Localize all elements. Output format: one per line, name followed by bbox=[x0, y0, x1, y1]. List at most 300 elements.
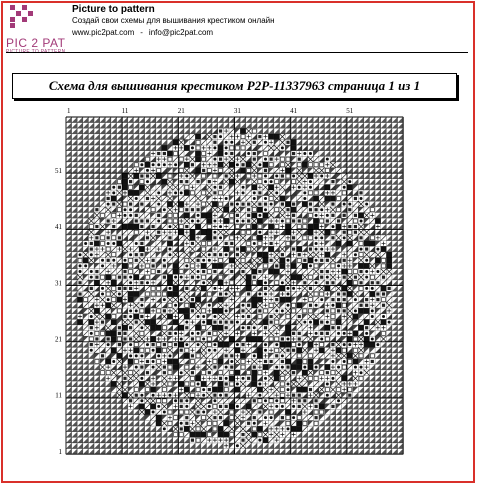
stitch-symbol bbox=[157, 152, 160, 155]
stitch-symbol bbox=[326, 382, 329, 385]
stitch-symbol bbox=[201, 229, 207, 235]
stitch-symbol bbox=[140, 326, 143, 329]
stitch-symbol bbox=[152, 259, 155, 262]
stitch-symbol bbox=[112, 225, 115, 228]
stitch-symbol bbox=[163, 264, 166, 267]
stitch-symbol bbox=[191, 208, 194, 211]
stitch-symbol bbox=[128, 297, 134, 303]
x-tick-label: 21 bbox=[177, 107, 185, 115]
stitch-symbol bbox=[291, 139, 297, 145]
stitch-symbol bbox=[208, 349, 211, 352]
stitch-symbol bbox=[353, 331, 359, 337]
stitch-symbol bbox=[225, 293, 228, 296]
stitch-symbol bbox=[107, 343, 110, 346]
stitch-symbol bbox=[337, 326, 340, 329]
stitch-symbol bbox=[241, 270, 244, 273]
stitch-symbol bbox=[129, 203, 132, 206]
stitch-symbol bbox=[292, 203, 295, 206]
stitch-symbol bbox=[253, 141, 256, 144]
stitch-symbol bbox=[163, 208, 166, 211]
stitch-symbol bbox=[247, 326, 250, 329]
stitch-symbol bbox=[331, 343, 334, 346]
stitch-symbol bbox=[257, 252, 263, 258]
stitch-symbol bbox=[152, 360, 155, 363]
stitch-symbol bbox=[302, 370, 308, 376]
stitch-symbol bbox=[202, 411, 205, 414]
stitch-symbol bbox=[213, 158, 216, 161]
stitch-symbol bbox=[337, 264, 340, 267]
contact-separator: - bbox=[140, 28, 143, 37]
stitch-symbol bbox=[223, 246, 229, 252]
stitch-symbol bbox=[264, 281, 267, 284]
stitch-symbol bbox=[208, 388, 211, 391]
stitch-symbol bbox=[365, 276, 368, 279]
stitch-symbol bbox=[263, 252, 269, 258]
stitch-symbol bbox=[359, 281, 362, 284]
stitch-symbol bbox=[184, 314, 190, 320]
stitch-symbol bbox=[314, 405, 317, 408]
stitch-symbol bbox=[95, 225, 98, 228]
stitch-symbol bbox=[157, 231, 160, 234]
stitch-symbol bbox=[180, 180, 183, 183]
stitch-symbol bbox=[146, 236, 149, 239]
stitch-symbol bbox=[364, 308, 370, 314]
stitch-symbol bbox=[331, 236, 334, 239]
stitch-symbol bbox=[253, 197, 256, 200]
stitch-symbol bbox=[281, 281, 284, 284]
stitch-symbol bbox=[191, 163, 194, 166]
stitch-symbol bbox=[225, 405, 228, 408]
grid-lines bbox=[66, 117, 403, 454]
stitch-symbol bbox=[190, 302, 196, 308]
stitch-symbol bbox=[258, 439, 261, 442]
stitch-symbol bbox=[253, 276, 256, 279]
stitch-symbol bbox=[242, 219, 245, 222]
stitch-symbol bbox=[241, 203, 244, 206]
stitch-symbol bbox=[275, 175, 278, 178]
stitch-symbol bbox=[257, 207, 263, 213]
stitch-symbol bbox=[122, 179, 128, 185]
stitch-symbol bbox=[347, 241, 353, 247]
stitch-symbol bbox=[167, 241, 173, 247]
stitch-symbol bbox=[325, 184, 331, 190]
stitch-symbol bbox=[376, 343, 379, 346]
stitch-symbol bbox=[185, 326, 188, 329]
stitch-symbol bbox=[235, 347, 241, 353]
stitch-symbol bbox=[225, 354, 228, 357]
stitch-symbol bbox=[128, 291, 134, 297]
stitch-symbol bbox=[185, 321, 188, 324]
stitch-symbol bbox=[358, 308, 364, 314]
y-tick-label: 1 bbox=[58, 447, 62, 456]
stitch-symbol bbox=[264, 175, 267, 178]
stitch-symbol bbox=[354, 197, 357, 200]
stitch-symbol bbox=[157, 214, 160, 217]
stitch-symbol bbox=[343, 276, 346, 279]
stitch-symbol bbox=[365, 326, 368, 329]
stitch-symbol bbox=[201, 432, 207, 438]
stitch-symbol bbox=[213, 186, 216, 189]
stitch-symbol bbox=[354, 231, 357, 234]
stitch-symbol bbox=[152, 366, 155, 369]
stitch-symbol bbox=[315, 242, 318, 245]
stitch-symbol bbox=[241, 309, 244, 312]
stitch-symbol bbox=[236, 343, 239, 346]
stitch-symbol bbox=[229, 258, 235, 264]
stitch-symbol bbox=[314, 416, 317, 419]
stitch-symbol bbox=[225, 309, 228, 312]
stitch-symbol bbox=[184, 353, 190, 359]
stitch-symbol bbox=[302, 162, 308, 168]
stitch-symbol bbox=[292, 152, 295, 155]
stitch-symbol bbox=[163, 276, 166, 279]
email-link[interactable]: info@pic2pat.com bbox=[148, 28, 214, 37]
stitch-symbol bbox=[240, 168, 246, 174]
stitch-symbol bbox=[202, 394, 205, 397]
stitch-symbol bbox=[167, 280, 173, 286]
stitch-symbol bbox=[257, 235, 263, 241]
stitch-symbol bbox=[201, 381, 207, 387]
stitch-symbol bbox=[112, 242, 115, 245]
stitch-symbol bbox=[230, 242, 233, 245]
stitch-symbol bbox=[347, 291, 353, 297]
stitch-symbol bbox=[292, 394, 295, 397]
stitch-symbol bbox=[167, 201, 173, 207]
stitch-symbol bbox=[251, 213, 257, 219]
stitch-symbol bbox=[230, 141, 233, 144]
stitch-symbol bbox=[191, 219, 194, 222]
stitch-symbol bbox=[388, 287, 391, 290]
stitch-symbol bbox=[286, 293, 289, 296]
stitch-symbol bbox=[212, 308, 218, 314]
stitch-symbol bbox=[111, 331, 117, 337]
x-tick-label: 11 bbox=[121, 107, 129, 115]
stitch-symbol bbox=[129, 287, 132, 290]
stitch-symbol bbox=[358, 325, 364, 331]
stitch-symbol bbox=[150, 319, 156, 325]
stitch-symbol bbox=[230, 152, 233, 155]
stitch-symbol bbox=[286, 382, 289, 385]
stitch-symbol bbox=[268, 134, 274, 140]
stitch-symbol bbox=[336, 224, 342, 230]
stitch-symbol bbox=[111, 381, 117, 387]
stitch-symbol bbox=[309, 321, 312, 324]
stitch-symbol bbox=[105, 314, 111, 320]
stitch-symbol bbox=[280, 258, 286, 264]
stitch-symbol bbox=[162, 179, 168, 185]
stitch-symbol bbox=[251, 224, 257, 230]
stitch-symbol bbox=[364, 336, 370, 342]
stitch-symbol bbox=[195, 432, 201, 438]
stitch-symbol bbox=[280, 297, 286, 303]
stitch-symbol bbox=[336, 319, 342, 325]
stitch-symbol bbox=[212, 387, 218, 393]
stitch-symbol bbox=[253, 191, 256, 194]
stitch-symbol bbox=[101, 321, 104, 324]
stitch-symbol bbox=[123, 337, 126, 340]
stitch-symbol bbox=[270, 321, 273, 324]
stitch-symbol bbox=[257, 336, 263, 342]
stitch-symbol bbox=[219, 394, 222, 397]
stitch-symbol bbox=[140, 304, 143, 307]
stitch-symbol bbox=[386, 263, 392, 269]
stitch-symbol bbox=[133, 347, 139, 353]
stitch-symbol bbox=[286, 287, 289, 290]
stitch-symbol bbox=[185, 399, 188, 402]
stitch-symbol bbox=[281, 174, 284, 177]
stitch-symbol bbox=[145, 409, 151, 415]
stitch-symbol bbox=[213, 343, 216, 346]
stitch-symbol bbox=[185, 208, 188, 211]
stitch-symbol bbox=[219, 292, 222, 295]
stitch-symbol bbox=[202, 259, 205, 262]
y-tick-label: 31 bbox=[55, 279, 62, 288]
stitch-symbol bbox=[320, 321, 323, 324]
stitch-symbol bbox=[253, 326, 256, 329]
stitch-symbol bbox=[376, 298, 379, 301]
stitch-symbol bbox=[274, 134, 280, 140]
stitch-symbol bbox=[308, 173, 314, 179]
stitch-symbol bbox=[90, 349, 93, 352]
stitch-symbol bbox=[364, 241, 370, 247]
stitch-symbol bbox=[257, 297, 263, 303]
stitch-symbol bbox=[218, 308, 224, 314]
stitch-symbol bbox=[347, 184, 353, 190]
stitch-symbol bbox=[285, 201, 291, 207]
stitch-symbol bbox=[337, 292, 340, 295]
stitch-symbol bbox=[218, 263, 224, 269]
stitch-symbol bbox=[208, 253, 211, 256]
stitch-symbol bbox=[163, 343, 166, 346]
stitch-symbol bbox=[375, 258, 381, 264]
stitch-symbol bbox=[218, 325, 224, 331]
stitch-symbol bbox=[240, 128, 246, 134]
stitch-symbol bbox=[122, 392, 128, 398]
stitch-symbol bbox=[337, 219, 340, 222]
stitch-symbol bbox=[207, 218, 213, 224]
stitch-symbol bbox=[343, 203, 346, 206]
stitch-symbol bbox=[251, 184, 257, 190]
stitch-symbol bbox=[365, 287, 368, 290]
stitch-symbol bbox=[90, 315, 93, 318]
stitch-symbol bbox=[118, 293, 121, 296]
stitch-symbol bbox=[354, 309, 357, 312]
stitch-symbol bbox=[168, 332, 171, 335]
stitch-symbol bbox=[219, 135, 222, 138]
stitch-symbol bbox=[90, 242, 93, 245]
stitch-symbol bbox=[264, 197, 267, 200]
stitch-symbol bbox=[90, 276, 93, 279]
stitch-symbol bbox=[225, 326, 228, 329]
stitch-symbol bbox=[207, 235, 213, 241]
stitch-symbol bbox=[180, 427, 183, 430]
stitch-symbol bbox=[129, 326, 132, 329]
stitch-symbol bbox=[168, 287, 171, 290]
stitch-symbol bbox=[174, 276, 177, 279]
stitch-symbol bbox=[185, 175, 188, 178]
stitch-symbol bbox=[320, 236, 323, 239]
stitch-symbol bbox=[208, 332, 211, 335]
stitch-symbol bbox=[369, 241, 375, 247]
stitch-symbol bbox=[146, 180, 149, 183]
stitch-symbol bbox=[281, 146, 284, 149]
stitch-symbol bbox=[95, 236, 98, 239]
stitch-symbol bbox=[135, 219, 138, 222]
stitch-symbol bbox=[247, 208, 250, 211]
stitch-symbol bbox=[359, 236, 362, 239]
stitch-symbol bbox=[347, 280, 353, 286]
stitch-symbol bbox=[139, 404, 145, 410]
stitch-symbol bbox=[133, 291, 139, 297]
stitch-symbol bbox=[320, 259, 323, 262]
stitch-symbol bbox=[180, 337, 183, 340]
stitch-symbol bbox=[146, 169, 149, 172]
stitch-symbol bbox=[218, 342, 224, 348]
stitch-symbol bbox=[107, 298, 110, 301]
stitch-symbol bbox=[364, 342, 370, 348]
stitch-symbol bbox=[168, 236, 171, 239]
stitch-symbol bbox=[298, 219, 301, 222]
stitch-symbol bbox=[298, 399, 301, 402]
website-link[interactable]: www.pic2pat.com bbox=[72, 28, 135, 37]
stitch-symbol bbox=[84, 242, 87, 245]
stitch-symbol bbox=[184, 145, 190, 151]
stitch-symbol bbox=[156, 325, 162, 331]
stitch-symbol bbox=[270, 242, 273, 245]
stitch-symbol bbox=[196, 410, 199, 413]
stitch-symbol bbox=[197, 214, 200, 217]
stitch-symbol bbox=[298, 315, 301, 318]
stitch-symbol bbox=[168, 248, 171, 251]
stitch-symbol bbox=[292, 332, 295, 335]
stitch-symbol bbox=[185, 287, 188, 290]
stitch-symbol bbox=[184, 308, 190, 314]
stitch-symbol bbox=[191, 332, 194, 335]
stitch-symbol bbox=[280, 196, 286, 202]
stitch-symbol bbox=[197, 219, 200, 222]
stitch-symbol bbox=[258, 214, 261, 217]
stitch-symbol bbox=[140, 219, 143, 222]
stitch-symbol bbox=[241, 439, 244, 442]
stitch-symbol bbox=[229, 179, 235, 185]
stitch-symbol bbox=[236, 203, 239, 206]
stitch-symbol bbox=[365, 304, 368, 307]
stitch-symbol bbox=[235, 370, 241, 376]
stitch-symbol bbox=[195, 376, 201, 382]
stitch-symbol bbox=[353, 359, 359, 365]
stitch-symbol bbox=[163, 152, 166, 155]
stitch-symbol bbox=[296, 302, 302, 308]
stitch-symbol bbox=[326, 259, 329, 262]
stitch-symbol bbox=[309, 304, 312, 307]
x-tick-label: 51 bbox=[346, 107, 354, 115]
stitch-symbol bbox=[173, 286, 179, 292]
stitch-symbol bbox=[218, 387, 224, 393]
stitch-symbol bbox=[212, 201, 218, 207]
stitch-symbol bbox=[178, 381, 184, 387]
stitch-symbol bbox=[90, 253, 93, 256]
stitch-symbol bbox=[336, 302, 342, 308]
stitch-symbol bbox=[309, 287, 312, 290]
stitch-symbol bbox=[178, 201, 184, 207]
stitch-symbol bbox=[275, 366, 278, 369]
stitch-symbol bbox=[79, 264, 82, 267]
stitch-symbol bbox=[190, 229, 196, 235]
stitch-symbol bbox=[140, 354, 143, 357]
stitch-symbol bbox=[173, 359, 179, 365]
stitch-symbol bbox=[280, 342, 286, 348]
stitch-symbol bbox=[135, 366, 138, 369]
stitch-symbol bbox=[123, 270, 126, 273]
stitch-symbol bbox=[146, 343, 149, 346]
stitch-symbol bbox=[303, 281, 306, 284]
stitch-symbol bbox=[208, 259, 211, 262]
stitch-symbol bbox=[202, 337, 205, 340]
stitch-symbol bbox=[157, 354, 160, 357]
stitch-symbol bbox=[207, 213, 213, 219]
stitch-symbol bbox=[246, 404, 252, 410]
stitch-symbol bbox=[286, 141, 289, 144]
stitch-symbol bbox=[146, 219, 149, 222]
stitch-symbol bbox=[77, 297, 83, 303]
stitch-symbol bbox=[337, 298, 340, 301]
stitch-symbol bbox=[258, 394, 261, 397]
stitch-symbol bbox=[202, 270, 205, 273]
stitch-symbol bbox=[173, 269, 179, 275]
stitch-symbol bbox=[242, 315, 245, 318]
stitch-symbol bbox=[140, 298, 143, 301]
stitch-symbol bbox=[133, 224, 139, 230]
stitch-symbol bbox=[296, 246, 302, 252]
stitch-symbol bbox=[218, 151, 224, 157]
stitch-symbol bbox=[246, 286, 252, 292]
stitch-symbol bbox=[145, 162, 151, 168]
stitch-symbol bbox=[168, 394, 171, 397]
stitch-symbol bbox=[163, 309, 166, 312]
stitch-symbol bbox=[202, 169, 205, 172]
stitch-symbol bbox=[302, 387, 308, 393]
stitch-symbol bbox=[281, 366, 284, 369]
stitch-symbol bbox=[195, 134, 201, 140]
stitch-symbol bbox=[286, 388, 289, 391]
stitch-symbol bbox=[236, 253, 239, 256]
stitch-symbol bbox=[320, 276, 323, 279]
stitch-symbol bbox=[286, 208, 289, 211]
stitch-symbol bbox=[320, 337, 323, 340]
stitch-symbol bbox=[257, 347, 263, 353]
stitch-symbol bbox=[326, 371, 329, 374]
stitch-symbol bbox=[315, 214, 318, 217]
stitch-symbol bbox=[185, 225, 188, 228]
stitch-symbol bbox=[219, 129, 222, 132]
stitch-symbol bbox=[105, 331, 111, 337]
stitch-symbol bbox=[274, 376, 280, 382]
stitch-symbol bbox=[163, 259, 166, 262]
stitch-symbol bbox=[230, 354, 233, 357]
stitch-symbol bbox=[365, 270, 368, 273]
stitch-symbol bbox=[264, 287, 267, 290]
stitch-symbol bbox=[309, 186, 312, 189]
stitch-symbol bbox=[320, 270, 323, 273]
stitch-symbol bbox=[150, 325, 156, 331]
stitch-symbol bbox=[309, 203, 312, 206]
stitch-symbol bbox=[146, 371, 149, 374]
stitch-symbol bbox=[185, 405, 188, 408]
stitch-symbol bbox=[314, 208, 317, 211]
stitch-symbol bbox=[365, 203, 368, 206]
stitch-symbol bbox=[365, 247, 368, 250]
stitch-symbol bbox=[223, 432, 229, 438]
